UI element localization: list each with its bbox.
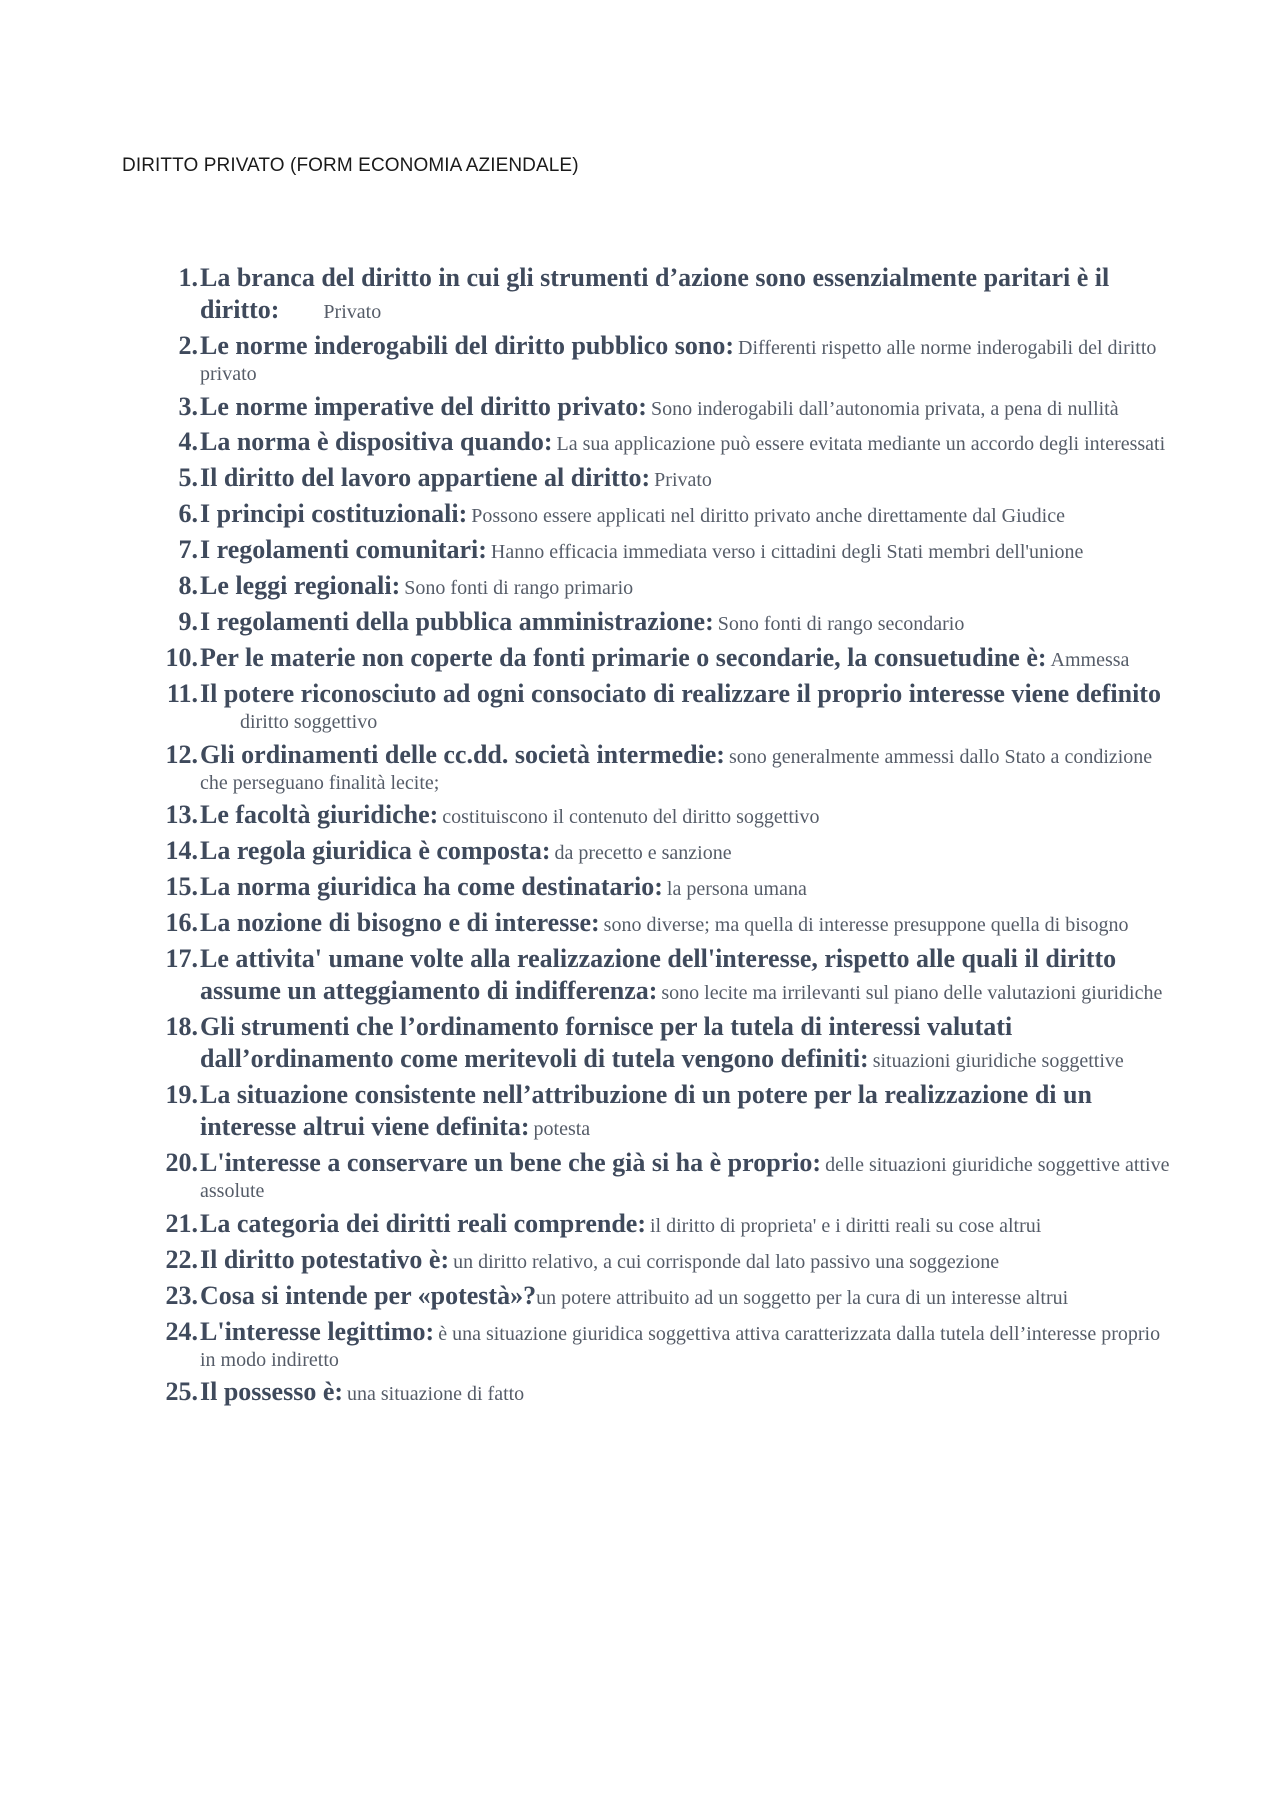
question-text: Gli strumenti che l’ordinamento fornisce per la tutela di interessi valutati dall’ordinamento come meritevoli di tutela vengono definiti: [200, 1012, 1013, 1074]
answer-text: è una situazione giuridica soggettiva attiva caratterizzata dalla tutela dell’interesse proprio in modo indiretto [200, 1322, 1161, 1371]
question-text: I regolamenti della pubblica amministrazione: [200, 607, 714, 637]
item-number: 14. [165, 836, 198, 866]
list-item [150, 943, 1170, 1007]
list-item [150, 1208, 1170, 1240]
item-number: 4. [178, 427, 198, 457]
item-number: 8. [178, 571, 198, 601]
list-item [150, 835, 1170, 867]
question-list [150, 262, 1170, 1412]
answer-text: il diritto di proprieta' e i diritti reali su cose altrui [650, 1214, 1042, 1237]
list-item [150, 570, 1170, 602]
answer-text: potesta [533, 1118, 591, 1141]
answer-text: delle situazioni giuridiche soggettive attive assolute [200, 1154, 1170, 1203]
list-item [150, 606, 1170, 638]
item-number: 20. [165, 1148, 198, 1178]
item-number: 3. [178, 391, 198, 421]
list-item [150, 907, 1170, 939]
item-number: 1. [178, 263, 198, 292]
question-text: La branca del diritto in cui gli strumenti d’azione sono essenzialmente paritari è il diritto: [200, 263, 1110, 324]
question-text: Il possesso è: [200, 1377, 344, 1407]
question-text: Le norme inderogabili del diritto pubblico sono: [200, 330, 735, 360]
list-item [150, 1147, 1170, 1204]
answer-text: un potere attribuito ad un soggetto per la cura di un interesse altrui [536, 1286, 1069, 1309]
list-item [150, 642, 1170, 674]
answer-text: Ammessa [1050, 649, 1130, 672]
question-text: Il diritto del lavoro appartiene al diritto: [200, 463, 651, 493]
answer-text: sono lecite ma irrilevanti sul piano delle valutazioni giuridiche [661, 982, 1163, 1005]
item-number: 16. [165, 908, 198, 938]
item-number: 19. [165, 1080, 198, 1110]
item-number: 12. [165, 739, 198, 769]
item-number: 24. [165, 1316, 198, 1346]
answer-text: Sono fonti di rango secondario [717, 613, 965, 636]
question-text: La regola giuridica è composta: [200, 836, 551, 866]
answer-text: Hanno efficacia immediata verso i cittadini degli Stati membri dell'unione [490, 541, 1084, 564]
question-text: Le norme imperative del diritto privato: [200, 391, 647, 421]
item-number: 21. [165, 1208, 198, 1238]
answer-text: diritto soggettivo [240, 711, 378, 734]
answer-text: Possono essere applicati nel diritto privato anche direttamente dal Giudice [471, 505, 1065, 528]
item-number: 15. [165, 872, 198, 902]
item-number: 10. [165, 643, 198, 673]
question-text: La norma è dispositiva quando: [200, 427, 553, 457]
question-text: La nozione di bisogno e di interesse: [200, 908, 600, 938]
question-text: Cosa si intende per «potestà»? [200, 1280, 537, 1310]
list-item [150, 1280, 1170, 1312]
answer-text: costituiscono il contenuto del diritto soggettivo [442, 806, 820, 829]
item-number: 22. [165, 1244, 198, 1274]
list-item [150, 871, 1170, 903]
list-item [150, 1376, 1170, 1408]
question-text: La norma giuridica ha come destinatario: [200, 872, 663, 902]
list-item [150, 498, 1170, 530]
list-item [150, 799, 1170, 831]
list-item [150, 330, 1170, 387]
answer-text: da precetto e sanzione [554, 842, 732, 865]
item-number: 5. [178, 463, 198, 493]
item-number: 7. [178, 535, 198, 565]
question-text: La situazione consistente nell’attribuzione di un potere per la realizzazione di un interesse altrui viene definita: [200, 1080, 1092, 1142]
document-title: DIRITTO PRIVATO (FORM ECONOMIA AZIENDALE) [122, 155, 579, 176]
question-text: Il potere riconosciuto ad ogni consociato di realizzare il proprio interesse viene definito [200, 679, 1161, 709]
question-text: L'interesse legittimo: [200, 1316, 435, 1346]
answer-text: una situazione di fatto [347, 1383, 525, 1406]
item-number: 25. [165, 1377, 198, 1407]
item-number: 6. [178, 499, 198, 529]
list-item [150, 534, 1170, 566]
list-item [150, 391, 1170, 423]
answer-text: sono generalmente ammessi dallo Stato a condizione che perseguano finalità lecite; [200, 745, 1153, 794]
list-item [150, 462, 1170, 494]
answer-text: La sua applicazione può essere evitata mediante un accordo degli interessati [556, 433, 1166, 456]
list-item [150, 739, 1170, 796]
item-number: 18. [165, 1012, 198, 1042]
list-item [150, 1011, 1170, 1075]
answer-text: la persona umana [666, 878, 807, 901]
answer-text: Privato [323, 300, 382, 323]
list-item [150, 1079, 1170, 1143]
list-item [150, 262, 1170, 326]
answer-text: un diritto relativo, a cui corrisponde dal lato passivo una soggezione [453, 1250, 1000, 1273]
question-text: Le leggi regionali: [200, 571, 401, 601]
answer-text: Sono fonti di rango primario [404, 577, 634, 600]
item-number: 9. [178, 607, 198, 637]
item-number: 2. [178, 330, 198, 360]
list-item [150, 1316, 1170, 1373]
answer-text: Privato [654, 469, 712, 492]
question-text: La categoria dei diritti reali comprende: [200, 1208, 646, 1238]
list-item [150, 426, 1170, 458]
question-text: I regolamenti comunitari: [200, 535, 487, 565]
item-number: 13. [165, 800, 198, 830]
item-number: 17. [165, 944, 198, 974]
answer-text: Differenti rispetto alle norme inderogabili del diritto privato [200, 336, 1157, 385]
question-text: Per le materie non coperte da fonti primarie o secondarie, la consuetudine è: [200, 643, 1047, 673]
answer-text: sono diverse; ma quella di interesse presuppone quella di bisogno [603, 914, 1129, 937]
question-text: L'interesse a conservare un bene che già si ha è proprio: [200, 1148, 822, 1178]
item-number: 23. [165, 1280, 198, 1310]
list-item [150, 1244, 1170, 1276]
answer-text: Sono inderogabili dall’autonomia privata, a pena di nullità [650, 397, 1119, 420]
question-text: Gli ordinamenti delle cc.dd. società intermedie: [200, 739, 725, 769]
item-number: 11. [166, 679, 198, 709]
question-text: I principi costituzionali: [200, 499, 468, 529]
answer-text: situazioni giuridiche soggettive [872, 1050, 1124, 1073]
question-text: Le attivita' umane volte alla realizzazione dell'interesse, rispetto alle quali il diritto assume un atteggiamento di indifferenza: [200, 944, 1117, 1006]
question-text: Le facoltà giuridiche: [200, 800, 439, 830]
question-text: Il diritto potestativo è: [200, 1244, 450, 1274]
list-item [150, 678, 1170, 735]
